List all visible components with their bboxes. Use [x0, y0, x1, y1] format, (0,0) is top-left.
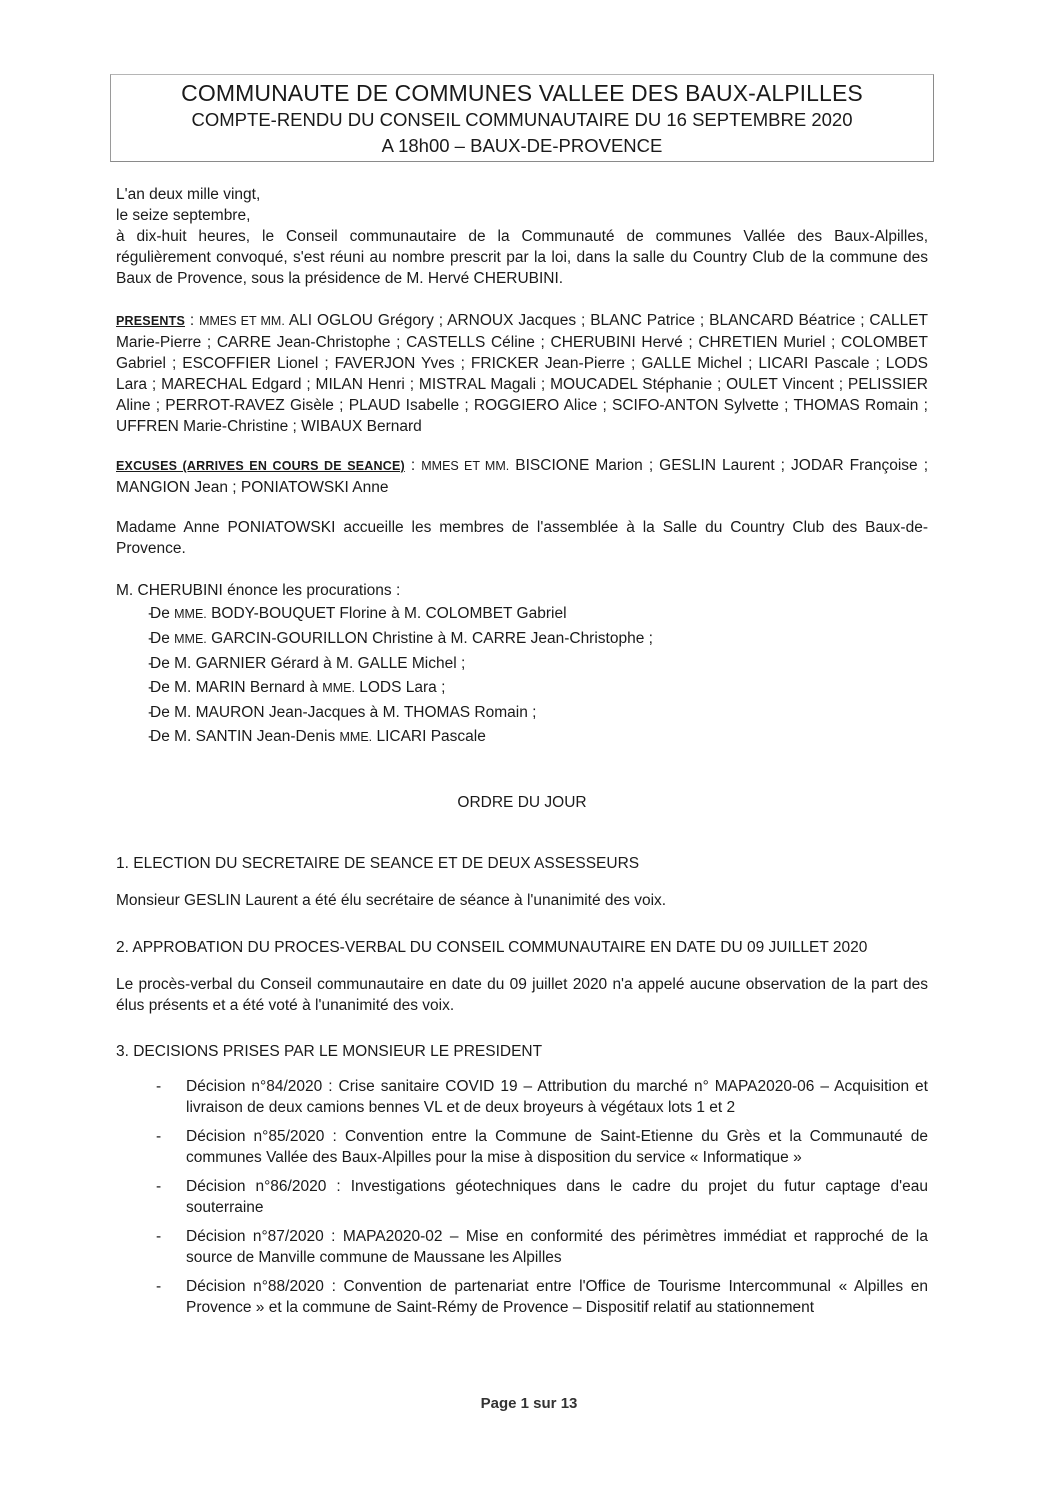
list-item: - De MME. GARCIN-GOURILLON Christine à M. CARRE Jean-Christophe ;	[116, 628, 928, 650]
footer-page-word: Page	[480, 1395, 517, 1412]
list-item: - De M. MAURON Jean-Jacques à M. THOMAS Romain ;	[116, 702, 928, 723]
intro-line-date: le seize septembre,	[116, 207, 251, 224]
footer-page-number: 1	[520, 1395, 529, 1412]
procurations-list	[116, 603, 928, 748]
list-item: - Décision n°85/2020 : Convention entre la Commune de Saint-Etienne du Grès et la Communauté de communes Vallée des Baux-Alpilles pour la mise à disposition du service « Informatique »	[116, 1126, 928, 1168]
presents-sep: :	[184, 312, 200, 329]
list-item: - Décision n°88/2020 : Convention de partenariat entre l'Office de Tourisme Intercommunal « Alpilles en Provence » et la commune de Saint-Rémy de Provence – Dispositif relatif au stationnement	[116, 1276, 928, 1318]
list-item: - Décision n°87/2020 : MAPA2020-02 – Mise en conformité des périmètres immédiat et rapproché de la source de Manville commune de Maussane les Alpilles	[116, 1226, 928, 1268]
presents-paragraph	[116, 310, 928, 437]
section-1-heading: 1. ELECTION DU SECRETAIRE DE SEANCE ET DE DEUX ASSESSEURS	[116, 855, 640, 872]
section-2-text: Le procès-verbal du Conseil communautaire en date du 09 juillet 2020 n'a appelé aucune observation de la part des élus présents et a été voté à l'unanimité des voix.	[116, 976, 928, 1014]
list-item: - De M. MARIN Bernard à MME. LODS Lara ;	[116, 677, 928, 699]
section-1-text: Monsieur GESLIN Laurent a été élu secrétaire de séance à l'unanimité des voix.	[116, 892, 667, 909]
intro-paragraph	[116, 184, 928, 289]
section-2-heading: 2. APPROBATION DU PROCES-VERBAL DU CONSEIL COMMUNAUTAIRE EN DATE DU 09 JUILLET 2020	[116, 939, 868, 956]
page-footer	[0, 1393, 1058, 1414]
excuses-names: BISCIONE Marion ; GESLIN Laurent ; JODAR Françoise ; MANGION Jean ; PONIATOWSKI Anne	[116, 457, 929, 496]
excuses-paragraph	[116, 455, 928, 498]
document-title: COMMUNAUTE DE COMMUNES VALLEE DES BAUX-ALPILLES	[181, 80, 863, 106]
excuses-sep: :	[404, 457, 422, 474]
intro-line-text: à dix-huit heures, le Conseil communautaire de la Communauté de communes Vallée des Baux-Alpilles, régulièrement convoqué, s'est réuni au nombre prescrit par la loi, dans la salle du Country Club de la commune des Baux de Provence, sous la présidence de M. Hervé CHERUBINI.	[116, 228, 928, 287]
footer-page-total: 13	[560, 1395, 578, 1412]
section-2	[116, 937, 928, 1016]
presents-names: ALI OGLOU Grégory ; ARNOUX Jacques ; BLANC Patrice ; BLANCARD Béatrice ; CALLET Marie-Pierre ; CARRE Jean-Christophe ; CASTELLS Céline ; CHERUBINI Hervé ; CHRETIEN Muriel ; COLOMBET Gabriel ; ESCOFFIER Lionel ; FAVERJON Yves ; FRICKER Jean-Pierre ; GALLE Michel ; LICARI Pascale ; LODS Lara ; MARECHAL Edgard ; MILAN Henri ; MISTRAL Magali ; MOUCADEL Stéphanie ; OULET Vincent ; PELISSIER Aline ; PERROT-RAVEZ Gisèle ; PLAUD Isabelle ; ROGGIERO Alice ; SCIFO-ANTON Sylvette ; THOMAS Romain ; UFFREN Marie-Christine ; WIBAUX Bernard	[116, 312, 928, 435]
footer-sur-word: sur	[533, 1395, 557, 1412]
welcome-paragraph: Madame Anne PONIATOWSKI accueille les membres de l'assemblée à la Salle du Country Club des Baux-de-Provence.	[116, 519, 928, 557]
list-item: - Décision n°84/2020 : Crise sanitaire COVID 19 – Attribution du marché n° MAPA2020-06 – Acquisition et livraison de deux camions bennes VL et de deux broyeurs à végétaux lots 1 et 2	[116, 1076, 928, 1118]
section-3	[116, 1041, 928, 1326]
section-1	[116, 853, 928, 911]
list-item: - De M. SANTIN Jean-Denis MME. LICARI Pascale	[116, 726, 928, 748]
document-subtitle: COMPTE-RENDU DU CONSEIL COMMUNAUTAIRE DU 16 SEPTEMBRE 2020	[191, 109, 853, 130]
presents-label: PRESENTS	[116, 314, 185, 328]
presents-prefix: MMES ET MM.	[199, 314, 285, 328]
intro-line-year: L'an deux mille vingt,	[116, 186, 261, 203]
excuses-prefix: MMES ET MM.	[421, 459, 510, 473]
section-3-heading: 3. DECISIONS PRISES PAR LE MONSIEUR LE PRESIDENT	[116, 1043, 543, 1060]
excuses-label: EXCUSES (ARRIVES EN COURS DE SEANCE)	[116, 459, 405, 473]
title-box	[110, 74, 934, 162]
decisions-list	[116, 1076, 928, 1318]
procurations-section	[116, 580, 928, 751]
procurations-intro: M. CHERUBINI énonce les procurations :	[116, 582, 401, 599]
list-item: - Décision n°86/2020 : Investigations géotechniques dans le cadre du projet du futur captage d'eau souterraine	[116, 1176, 928, 1218]
list-item: - De MME. BODY-BOUQUET Florine à M. COLOMBET Gabriel	[116, 603, 928, 625]
list-item: - De M. GARNIER Gérard à M. GALLE Michel ;	[116, 653, 928, 674]
document-time-place: A 18h00 – BAUX-DE-PROVENCE	[381, 135, 663, 156]
agenda-title: ORDRE DU JOUR	[457, 794, 587, 811]
